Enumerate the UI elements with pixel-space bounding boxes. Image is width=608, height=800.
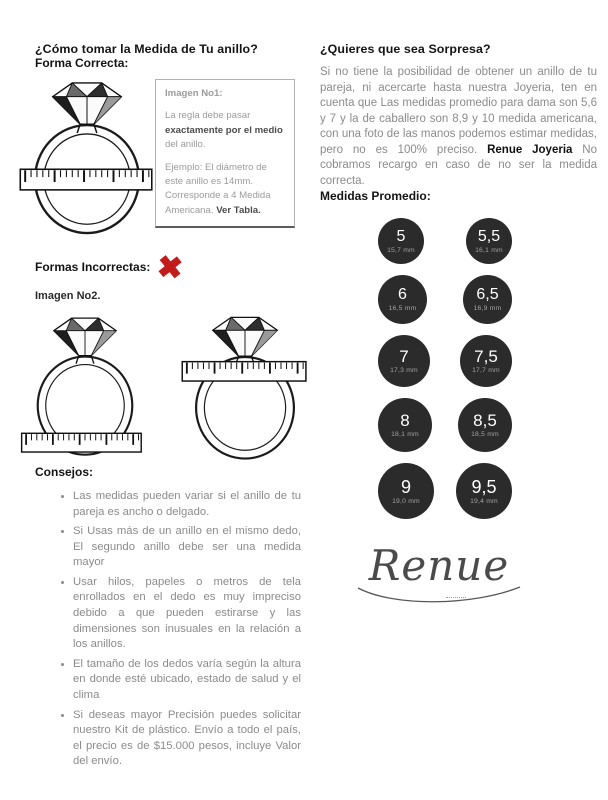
- ring-size-badge: 7 17,3 mm: [378, 335, 430, 387]
- tips-heading: Consejos:: [35, 465, 94, 479]
- size-row: [378, 218, 512, 264]
- logo-flourish: [350, 585, 528, 609]
- size-row: [378, 275, 512, 324]
- size-row: [378, 398, 512, 452]
- image1-box-title: Imagen No1:: [165, 88, 223, 99]
- image1-box-example-text: Ejemplo: El diámetro de este anillo es 14mm. Corresponde a 4 Medida Americana. Ver Tabla.: [165, 161, 271, 216]
- size-row: [378, 463, 512, 519]
- ring-sizes-grid: [378, 218, 512, 519]
- ring-size-badge: 8 18,1 mm: [378, 398, 432, 452]
- correct-figure-row: [35, 79, 301, 236]
- ring-size-badge: 8,5 18,5 mm: [458, 398, 512, 452]
- tip-item: • Las medidas pueden variar si el anillo de tu pareja es ancho o delgado.: [73, 489, 301, 520]
- ruler-bottom: [22, 433, 142, 452]
- right-column: [320, 42, 597, 615]
- incorrect-ways-heading: Formas Incorrectas:: [35, 260, 151, 274]
- left-column: [35, 42, 301, 774]
- image2-label: Imagen No2.: [35, 290, 101, 302]
- brand-logo: [344, 543, 534, 615]
- tip-item: • Si deseas mayor Precisión puedes solicitar nuestro Kit de plástico. Envío a todo el país, el precio es de $15.000 pesos, incluye Valor del envío.: [73, 708, 301, 770]
- tip-item: • El tamaño de los dedos varía según la altura en donde esté ubicado, estado de salud y el clima: [73, 657, 301, 704]
- brand-name-inline: Renue Joyeria: [487, 143, 573, 156]
- ring-size-badge: 9,5 19,4 mm: [456, 463, 512, 519]
- ring-size-badge: 6,5 16,9 mm: [463, 275, 512, 324]
- ring-incorrect-top-illustration: [185, 310, 305, 465]
- ruler-middle: [20, 169, 151, 190]
- ring-size-badge: 5,5 16,1 mm: [466, 218, 512, 264]
- tip-item: • Usar hilos, papeles o metros de tela enrollados en el dedo es muy impreciso debido a que pueden estirarse y las dimensiones son inusuales en la relación a los anillos.: [73, 575, 301, 653]
- ring-size-badge: 9 19,0 mm: [378, 463, 434, 519]
- ring-incorrect-bottom-illustration: [27, 310, 143, 462]
- size-row: [378, 335, 512, 387]
- ring-size-badge: 5 15,7 mm: [378, 218, 424, 264]
- incorrect-heading-row: [35, 248, 301, 286]
- brand-logo-text: Renue: [368, 541, 510, 591]
- page-title: ¿Cómo tomar la Medida de Tu anillo?: [35, 42, 258, 56]
- surprise-heading: ¿Quieres que sea Sorpresa?: [320, 42, 491, 56]
- average-sizes-heading: Medidas Promedio:: [320, 189, 431, 204]
- ring-size-badge: 7,5 17,7 mm: [460, 335, 512, 387]
- ruler-top: [182, 362, 306, 381]
- ring-correct-measure-illustration: [23, 79, 151, 236]
- incorrect-figures-row: [27, 310, 301, 465]
- red-x-icon: ✖: [155, 248, 186, 286]
- logo-subtext-mark: [446, 597, 466, 598]
- correct-way-heading: Forma Correcta:: [35, 56, 129, 70]
- tips-list: [35, 489, 301, 770]
- ring-size-badge: 6 16,5 mm: [378, 275, 427, 324]
- image1-box-rule-text: La regla debe pasar exactamente por el medio del anillo.: [165, 110, 283, 151]
- surprise-paragraph: Si no tiene la posibilidad de obtener un anillo de tu pareja, ni acercarte hasta nuestra Joyeria, ten en cuenta que Las medidas promedio para dama son 5,6 y 7 y la de caballero son 8,9 y 10 medida americana, con una foto de las manos podemos estimar medidas, pero no es 100% preciso. Renue Joyeria No cobramos recargo en caso de no ser la medida correcta.: [320, 66, 598, 187]
- tip-item: • Si Usas más de un anillo en el mismo dedo, El segundo anillo debe ser una medida mayor: [73, 524, 301, 571]
- image1-info-box: [155, 79, 295, 228]
